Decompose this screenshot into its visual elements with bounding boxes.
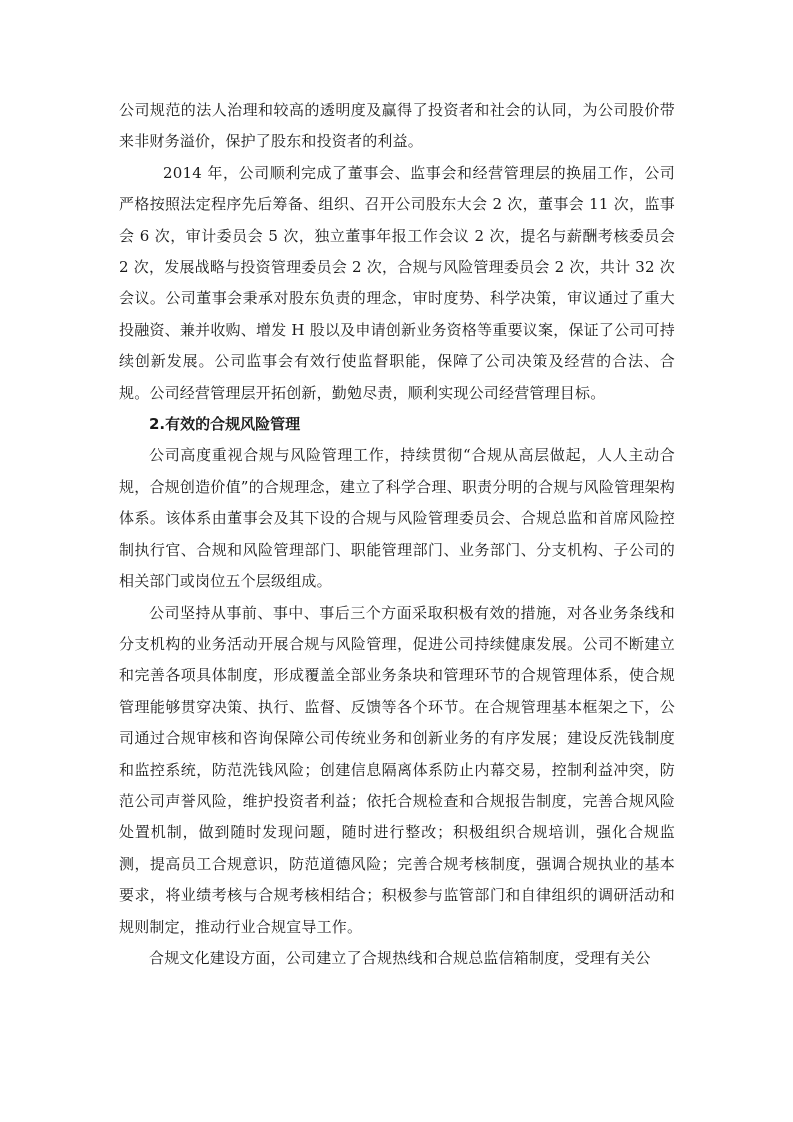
paragraph-compliance-measures: 公司坚持从事前、事中、事后三个方面采取积极有效的措施，对各业务条线和分支机构的业务活动开展合规与风险管理，促进公司持续健康发展。公司不断建立和完善各项具体制度，形成覆盖全部业务条块和管理环节的合规管理体系，使合规管理能够贯穿决策、执行、监督、反馈等各个环节。在合规管理基本框架之下，公司通过合规审核和咨询保障公司传统业务和创新业务的有序发展；建设反洗钱制度和监控系统，防范洗钱风险；创建信息隔离体系防止内幕交易，控制利益冲突，防范公司声誉风险，维护投资者利益；依托合规检查和合规报告制度，完善合规风险处置机制，做到随时发现问题，随时进行整改；积极组织合规培训，强化合规监测，提高员工合规意识，防范道德风险；完善合规考核制度，强调合规执业的基本要求，将业绩考核与合规考核相结合；积极参与监管部门和自律组织的调研活动和规则制定，推动行业合规宣导工作。: [119, 603, 675, 936]
paragraph-governance-recognition: 公司规范的法人治理和较高的透明度及赢得了投资者和社会的认同，为公司股价带来非财务溢价，保护了股东和投资者的利益。: [119, 101, 675, 151]
document-page: [119, 95, 675, 974]
paragraph-compliance-framework: 公司高度重视合规与风险管理工作，持续贯彻“合规从高层做起，人人主动合规，合规创造价值”的合规理念，建立了科学合理、职责分明的合规与风险管理架构体系。该体系由董事会及其下设的合规与风险管理委员会、合规总监和首席风险控制执行官、合规和风险管理部门、职能管理部门、业务部门、分支机构、子公司的相关部门或岗位五个层级组成。: [119, 446, 675, 591]
section-heading-compliance-risk: 2.有效的合规风险管理: [149, 415, 301, 434]
paragraph-2014-meetings: 2014 年，公司顺利完成了董事会、监事会和经营管理层的换届工作，公司严格按照法定程序先后筹备、组织、召开公司股东大会 2 次，董事会 11 次，监事会 6 次，审计委员会 5 次，独立董事年报工作会议 2 次，提名与薪酬考核委员会 2 次，发展战略与投资管理委员会 2 次，合规与风险管理委员会 2 次，共计 32 次会议。公司董事会秉承对股东负责的理念，审时度势、科学决策，审议通过了重大投融资、兼并收购、增发 H 股以及申请创新业务资格等重要议案，保证了公司可持续创新发展。公司监事会有效行使监督职能，保障了公司决策及经营的合法、合规。公司经营管理层开拓创新，勤勉尽责，顺利实现公司经营管理目标。: [119, 163, 675, 402]
paragraph-compliance-culture: 合规文化建设方面，公司建立了合规热线和合规总监信箱制度，受理有关公: [149, 948, 651, 967]
